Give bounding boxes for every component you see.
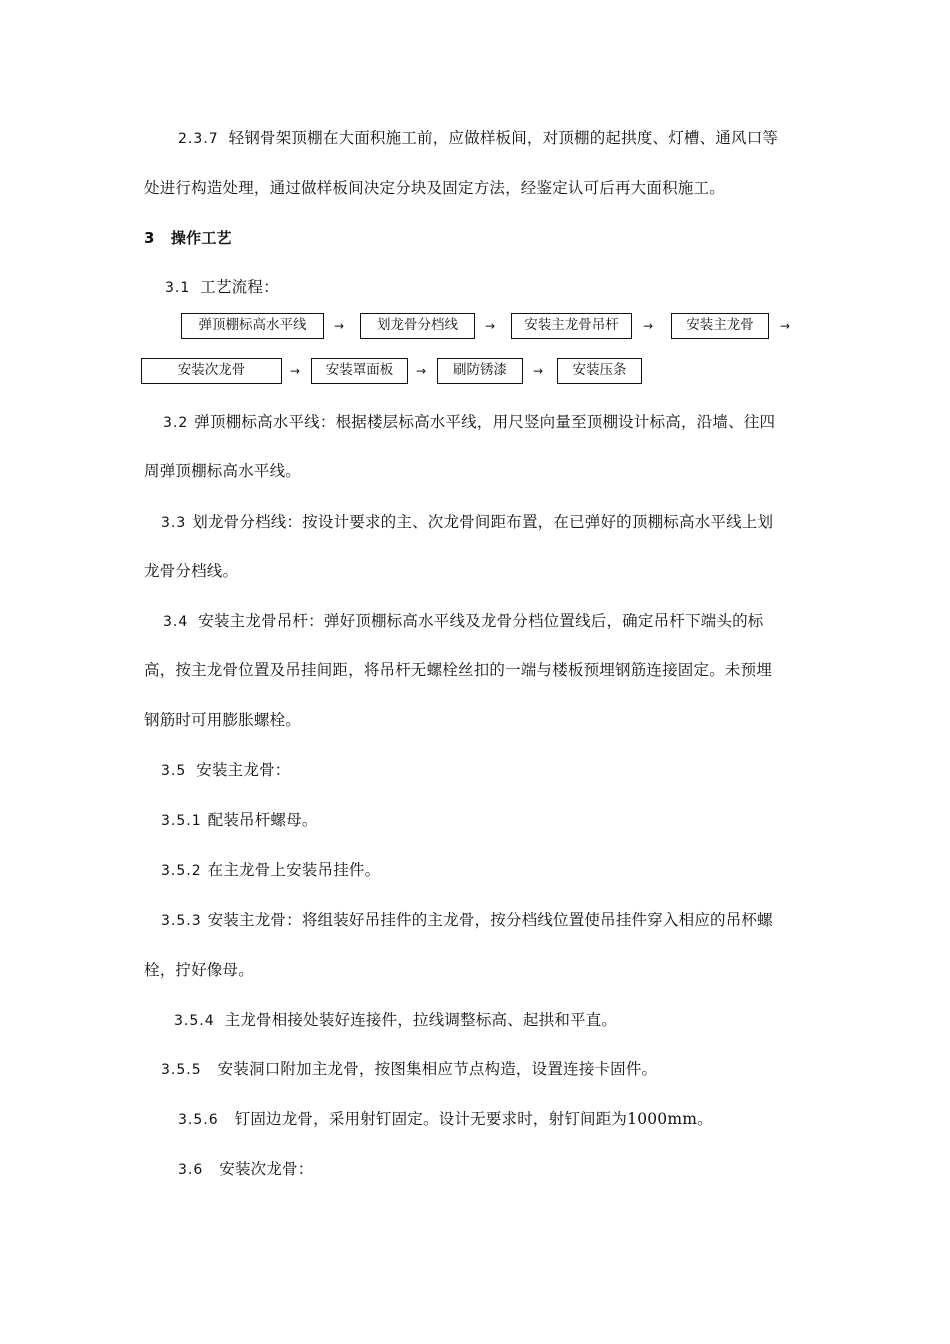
paragraph-3-5-1: 3.5.1 配装吊杆螺母。 — [161, 811, 318, 829]
clause-number: 3.5.4 — [174, 1013, 215, 1029]
paragraph-3-6: 3.6 安装次龙骨： — [178, 1160, 314, 1178]
arrow-icon: → — [290, 364, 301, 378]
paragraph-3-4-line3: 钢筋时可用膨胀螺栓。 — [144, 711, 302, 729]
paragraph-3-5-3-line2: 栓，拧好像母。 — [144, 961, 254, 979]
paragraph-3-5-4: 3.5.4 主龙骨相接处装好连接件，拉线调整标高、起拱和平直。 — [174, 1011, 618, 1029]
arrow-icon: → — [416, 364, 427, 378]
paragraph-3-1: 3.1 工艺流程： — [165, 278, 279, 296]
paragraph-3-3-line1: 3.3 划龙骨分档线：按设计要求的主、次龙骨间距布置，在已弹好的顶棚标高水平线上划 — [161, 513, 774, 531]
clause-number: 3.5.1 — [161, 813, 202, 829]
arrow-icon: → — [643, 319, 654, 333]
paragraph-3-5-5: 3.5.5 安装洞口附加主龙骨，按图集相应节点构造，设置连接卡固件。 — [161, 1060, 658, 1078]
clause-number: 3.5.3 — [161, 913, 202, 929]
section-heading: 3 操作工艺 — [144, 229, 232, 247]
paragraph-3-5-6: 3.5.6 钉固边龙骨，采用射钉固定。设计无要求时，射钉间距为1000mm。 — [178, 1110, 713, 1128]
paragraph-3-5: 3.5 安装主龙骨： — [161, 761, 291, 779]
clause-number: 3.6 — [178, 1162, 204, 1178]
clause-number: 3.2 — [163, 415, 189, 431]
flow-step-4: 安装主龙骨 — [671, 313, 769, 339]
flow-step-6: 安装罩面板 — [311, 358, 408, 384]
clause-number: 3.1 — [165, 280, 191, 296]
flow-step-2: 划龙骨分档线 — [360, 313, 475, 339]
clause-number: 3.5 — [161, 763, 187, 779]
arrow-icon: → — [485, 319, 496, 333]
paragraph-3-5-2: 3.5.2 在主龙骨上安装吊挂件。 — [161, 861, 381, 879]
flow-step-7: 刷防锈漆 — [437, 358, 523, 384]
flow-step-5: 安装次龙骨 — [141, 358, 282, 384]
paragraph-2-3-7-line1: 2.3.7 轻钢骨架顶棚在大面积施工前，应做样板间，对顶棚的起拱度、灯槽、通风口等 — [178, 129, 779, 147]
arrow-icon: → — [780, 319, 791, 333]
arrow-icon: → — [334, 319, 345, 333]
paragraph-3-4-line2: 高，按主龙骨位置及吊挂间距，将吊杆无螺栓丝扣的一端与楼板预埋钢筋连接固定。未预埋 — [144, 661, 773, 679]
clause-number: 2.3.7 — [178, 131, 219, 147]
clause-number: 3.3 — [161, 515, 187, 531]
flow-step-1: 弹顶棚标高水平线 — [181, 313, 324, 339]
paragraph-3-2-line2: 周弹顶棚标高水平线。 — [144, 462, 302, 480]
arrow-icon: → — [533, 364, 544, 378]
flow-step-3: 安装主龙骨吊杆 — [511, 313, 632, 339]
paragraph-2-3-7-line2: 处进行构造处理，通过做样板间决定分块及固定方法，经鉴定认可后再大面积施工。 — [144, 179, 725, 197]
paragraph-3-3-line2: 龙骨分档线。 — [144, 562, 239, 580]
paragraph-3-4-line1: 3.4 安装主龙骨吊杆：弹好顶棚标高水平线及龙骨分档位置线后，确定吊杆下端头的标 — [163, 612, 764, 630]
clause-number: 3.5.6 — [178, 1112, 219, 1128]
paragraph-3-5-3-line1: 3.5.3 安装主龙骨：将组装好吊挂件的主龙骨，按分档线位置使吊挂件穿入相应的吊杯螺 — [161, 911, 773, 929]
paragraph-3-2-line1: 3.2 弹顶棚标高水平线：根据楼层标高水平线，用尺竖向量至顶棚设计标高，沿墙、往四 — [163, 413, 776, 431]
clause-number: 3.5.5 — [161, 1062, 202, 1078]
clause-number: 3.4 — [163, 614, 189, 630]
flow-step-8: 安装压条 — [557, 358, 642, 384]
clause-number: 3.5.2 — [161, 863, 202, 879]
